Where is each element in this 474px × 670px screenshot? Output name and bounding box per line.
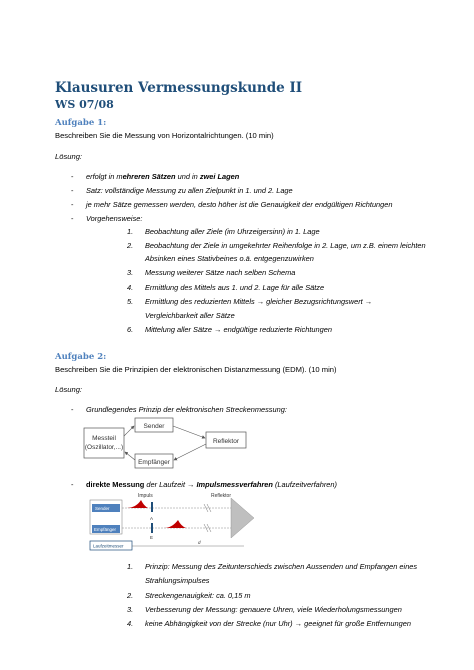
outgoing-pulse-icon: [126, 500, 148, 508]
bullet-dash: -: [71, 480, 74, 489]
sender-label: Sender: [143, 423, 165, 430]
step-number: 1.: [127, 227, 134, 236]
text-span: der Laufzeit →: [144, 480, 197, 489]
text-span: und in: [175, 172, 200, 181]
point-text: Prinzip: Messung des Zeitunterschieds zwischen Aussenden und Empfangen eines: [145, 562, 418, 571]
step-text: Ermittlung des Mittels aus 1. und 2. Lage für alle Sätze: [145, 283, 325, 292]
gate-marker: [151, 502, 153, 512]
page-title: Klausuren Vermessungskunde II: [55, 80, 303, 96]
label-e: E: [150, 535, 154, 540]
arrow: [124, 426, 134, 436]
messteil-sublabel: (Oszillator,...): [84, 444, 124, 451]
task2-heading: Aufgabe 2:: [55, 352, 107, 362]
bullet-dash: -: [71, 172, 74, 181]
task1-bullet1: [86, 172, 239, 181]
return-pulse-icon: [164, 520, 186, 528]
step-text: Beobachtung aller Ziele (im Uhrzeigersinn) in 1. Lage: [145, 227, 320, 236]
step-text: Beobachtung der Ziele in umgekehrter Reihenfolge in 2. Lage, um z.B. einem leichten: [145, 241, 426, 250]
text-span: erfolgt in m: [86, 172, 123, 181]
point-text-cont: Strahlungsimpulses: [145, 576, 210, 585]
step-number: 5.: [127, 297, 134, 306]
bold-span: zwei Lagen: [199, 172, 240, 181]
reflektor-label: Reflektor: [212, 438, 240, 445]
point-number: 1.: [127, 562, 134, 571]
step-text: Messung weiterer Sätze nach selben Schema: [145, 268, 296, 277]
step-text-cont: Vergleichbarkeit aller Sätze: [145, 311, 235, 320]
impuls-label: Impuls: [138, 493, 153, 499]
step-number: 3.: [127, 268, 134, 277]
messteil-box: [84, 428, 124, 458]
label-d: d: [198, 540, 201, 545]
bold-span: ehreren Sätzen: [122, 172, 176, 181]
task2-question: Beschreiben Sie die Prinzipien der elektronischen Distanzmessung (EDM). (10 min): [55, 365, 337, 374]
step-number: 2.: [127, 241, 134, 250]
text-span: (Laufzeitverfahren): [272, 480, 337, 489]
bold-span: Impulsmessverfahren: [196, 480, 273, 489]
arrow: [173, 426, 205, 438]
step-number: 4.: [127, 283, 134, 292]
bold-span: direkte Messung: [86, 480, 145, 489]
laufzeitmesser-label: Laufzeitmesser: [93, 543, 124, 549]
reflektor-label: Reflektor: [211, 493, 232, 499]
empfaenger-label: Empfänger: [138, 459, 170, 466]
point-number: 2.: [127, 591, 134, 600]
step-text-cont: Absinken eines Stativbeines o.ä. entgegenzuwirken: [145, 254, 314, 263]
point-number: 3.: [127, 605, 134, 614]
task1-bullet4: Vorgehensweise:: [86, 214, 143, 223]
sender-label: Sender: [95, 506, 110, 511]
bullet-dash: -: [71, 214, 74, 223]
task1-bullet2: Satz: vollständige Messung zu allen Zielpunkt in 1. und 2. Lage: [86, 186, 293, 195]
task1-solution-label: Lösung:: [55, 152, 83, 161]
bullet-dash: -: [71, 200, 74, 209]
point-number: 4.: [127, 619, 134, 628]
task2-bullet1: Grundlegendes Prinzip der elektronischen Streckenmessung:: [86, 405, 287, 414]
point-text: keine Abhängigkeit von der Strecke (nur Uhr) → geeignet für große Entfernungen: [145, 619, 411, 628]
task2-solution-label: Lösung:: [55, 385, 83, 394]
task1-heading: Aufgabe 1:: [55, 118, 107, 128]
task1-question: Beschreiben Sie die Messung von Horizontalrichtungen. (10 min): [55, 131, 274, 140]
point-text: Streckengenauigkeit: ca. 0,15 m: [145, 591, 251, 600]
gate-marker: [151, 523, 153, 533]
semester-heading: WS 07/08: [55, 98, 114, 111]
empfaenger-label: Empfänger: [94, 527, 117, 532]
step-number: 6.: [127, 325, 134, 334]
bullet-dash: -: [71, 186, 74, 195]
edm-principle-diagram: [78, 416, 298, 472]
task1-bullet3: je mehr Sätze gemessen werden, desto höher ist die Genauigkeit der endgültigen Richtungen: [86, 200, 393, 209]
step-text: Ermittlung des reduzierten Mittels → gleicher Bezugsrichtungswert →: [145, 297, 373, 306]
point-text: Verbesserung der Messung: genauere Uhren, viele Wiederholungsmessungen: [145, 605, 402, 614]
arrow: [125, 452, 135, 460]
label-a: A: [150, 516, 154, 521]
pulse-method-diagram: [86, 490, 258, 556]
arrow: [174, 444, 206, 460]
messteil-label: Messteil: [92, 435, 116, 442]
step-text: Mittelung aller Sätze → endgültige reduzierte Richtungen: [145, 325, 332, 334]
bullet-dash: -: [71, 405, 74, 414]
reflector-prism-icon: [231, 498, 254, 538]
task2-bullet2: [86, 480, 337, 489]
